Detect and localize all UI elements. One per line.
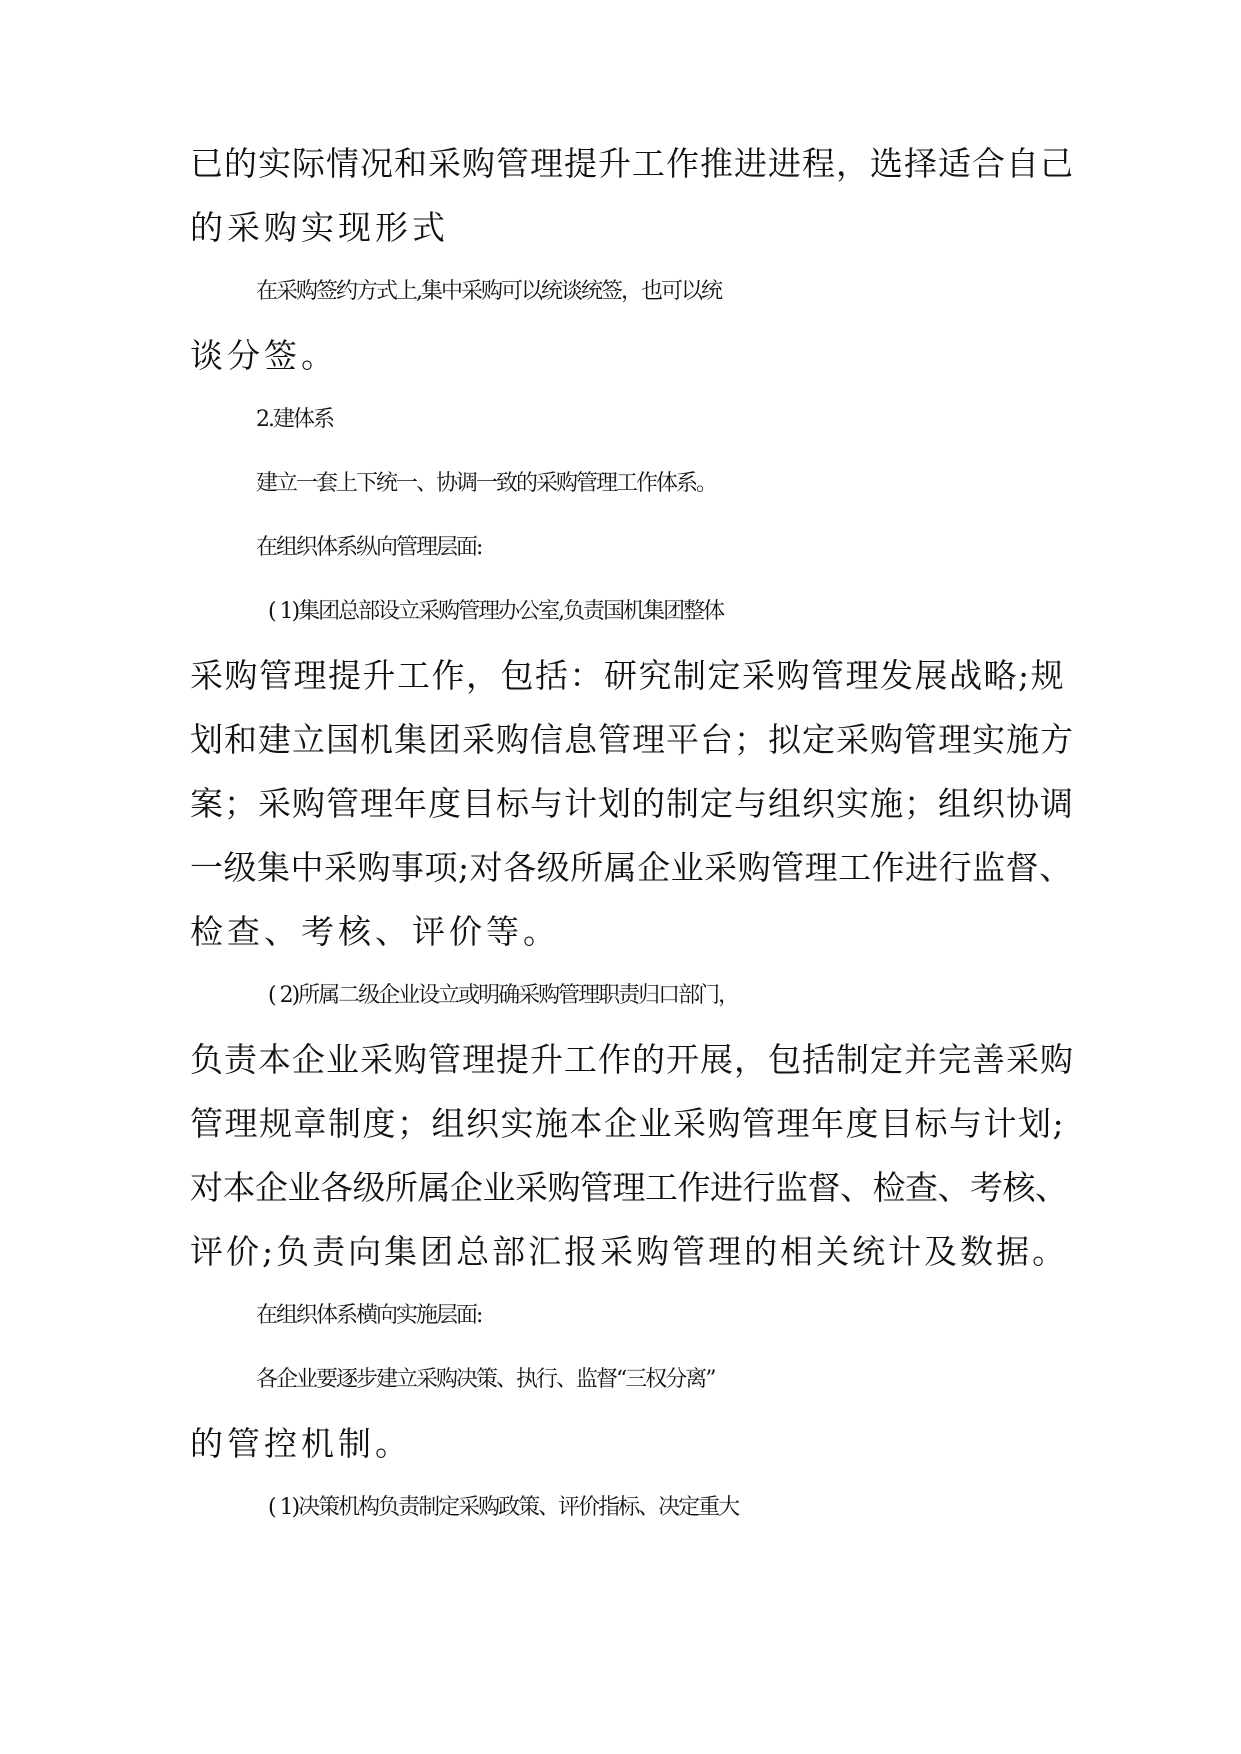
text-line: 的采购实现形式 <box>190 208 449 247</box>
text-line: 的管控机制。 <box>190 1424 412 1463</box>
text-line: ( 1)集团总部设立采购管理办公室,负责国机集团整体 <box>268 599 724 624</box>
text-line: 在组织体系横向实施层面: <box>256 1303 482 1328</box>
text-line: 评价;负责向集团总部汇报采购管理的相关统计及数据。 <box>190 1232 1069 1271</box>
text-line: 采购管理提升工作，包括：研究制定采购管理发展战略;规 <box>190 656 1066 695</box>
text-line: ( 1)决策机构负责制定采购政策、评价指标、决定重大 <box>268 1495 739 1520</box>
text-line: 谈分签。 <box>190 336 338 375</box>
text-line: 已的实际情况和采购管理提升工作推进进程，选择适合自己 <box>190 144 1074 183</box>
text-line: 一级集中采购事项;对各级所属企业采购管理工作进行监督、 <box>190 848 1073 887</box>
text-line: 检查、考核、评价等。 <box>190 912 560 951</box>
text-line: 在组织体系纵向管理层面: <box>256 535 482 560</box>
text-line: 案；采购管理年度目标与计划的制定与组织实施；组织协调 <box>190 784 1074 823</box>
section-heading: 2.建体系 <box>256 407 333 432</box>
text-line: ( 2)所属二级企业设立或明确采购管理职责归口部门， <box>268 983 739 1008</box>
text-line: 对本企业各级所属企业采购管理工作进行监督、检查、考核、 <box>190 1168 1068 1207</box>
text-line: 划和建立国机集团采购信息管理平台；拟定采购管理实施方 <box>190 720 1074 759</box>
text-line: 在采购签约方式上,集中采购可以统谈统签，也可以统 <box>256 279 721 304</box>
text-line: 建立一套上下统一、协调一致的采购管理工作体系。 <box>256 471 717 496</box>
text-line: 负责本企业采购管理提升工作的开展，包括制定并完善采购 <box>190 1040 1074 1079</box>
text-line: 各企业要逐步建立采购决策、执行、监督“三权分离” <box>256 1367 715 1392</box>
text-line: 管理规章制度；组织实施本企业采购管理年度目标与计划; <box>190 1104 1066 1143</box>
